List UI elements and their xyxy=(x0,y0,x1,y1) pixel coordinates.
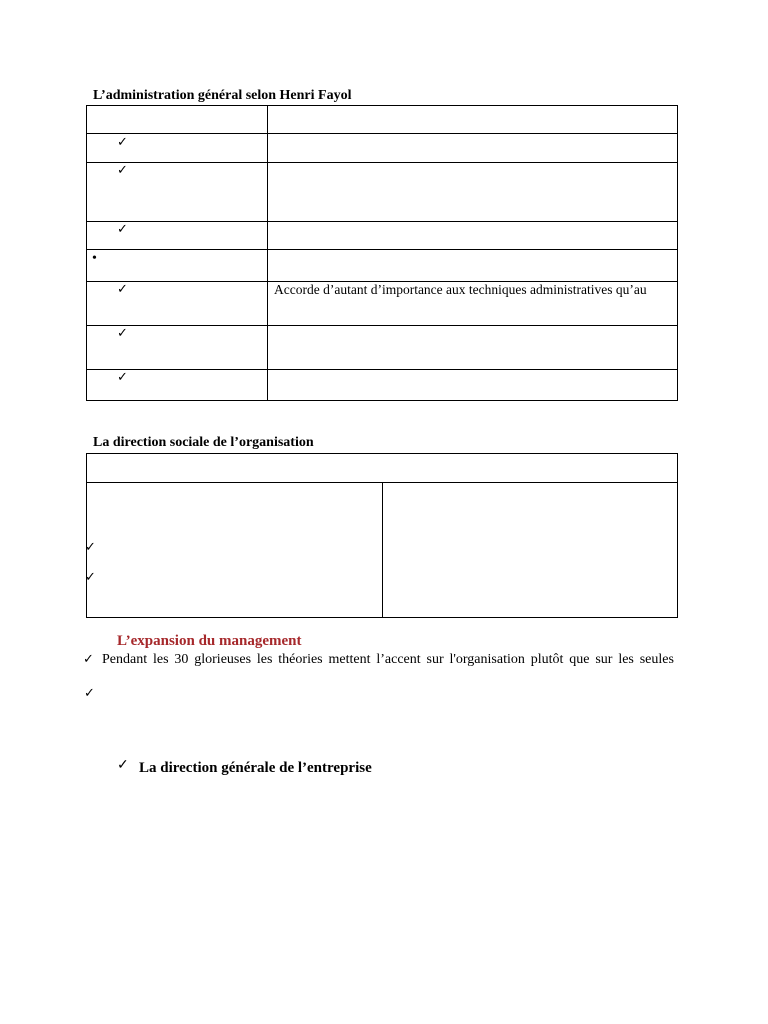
checkmark-icon: ✓ xyxy=(117,221,128,236)
word: plutôt xyxy=(530,652,564,667)
checkmark-icon: ✓ xyxy=(117,325,128,340)
checkmark-icon: ✓ xyxy=(117,162,128,177)
word: les xyxy=(152,652,169,667)
word: Pendant xyxy=(102,652,148,667)
row-divider xyxy=(87,369,677,370)
word: les xyxy=(618,652,634,667)
word: sur xyxy=(426,652,444,667)
word: l'organisation xyxy=(449,652,525,667)
column-divider xyxy=(267,106,268,400)
column-divider xyxy=(382,482,383,617)
checkmark-icon: ✓ xyxy=(85,539,96,554)
row-divider xyxy=(87,133,677,134)
word: l’accent xyxy=(376,652,421,667)
checkmark-icon: ✓ xyxy=(84,685,95,700)
checkmark-icon: ✓ xyxy=(117,758,129,773)
word: théories xyxy=(278,652,323,667)
word: que xyxy=(569,652,590,667)
checkmark-icon: ✓ xyxy=(117,369,128,384)
row-divider xyxy=(87,325,677,326)
word: glorieuses xyxy=(194,652,252,667)
row-divider xyxy=(87,249,677,250)
bullet-icon: • xyxy=(92,251,97,266)
row-divider xyxy=(87,162,677,163)
direction-sociale-table xyxy=(86,453,678,618)
checkmark-icon: ✓ xyxy=(85,569,96,584)
checkmark-icon: ✓ xyxy=(83,651,94,666)
paragraph-trente-glorieuses xyxy=(102,651,674,668)
fayol-table xyxy=(86,105,678,401)
table-cell-text: Accorde d’autant d’importance aux techniques administratives qu’au xyxy=(274,282,647,297)
section-title-fayol: L’administration général selon Henri Fayol xyxy=(93,88,352,103)
section-heading-expansion: L’expansion du management xyxy=(117,633,302,649)
section-heading-direction-generale: La direction générale de l’entreprise xyxy=(139,760,372,776)
word: sur xyxy=(595,652,613,667)
checkmark-icon: ✓ xyxy=(117,134,128,149)
word: 30 xyxy=(174,652,189,667)
row-divider xyxy=(87,221,677,222)
word: les xyxy=(256,652,273,667)
word: mettent xyxy=(328,652,371,667)
checkmark-icon: ✓ xyxy=(117,281,128,296)
word: seules xyxy=(639,652,674,667)
section-title-direction-sociale: La direction sociale de l’organisation xyxy=(93,435,314,450)
